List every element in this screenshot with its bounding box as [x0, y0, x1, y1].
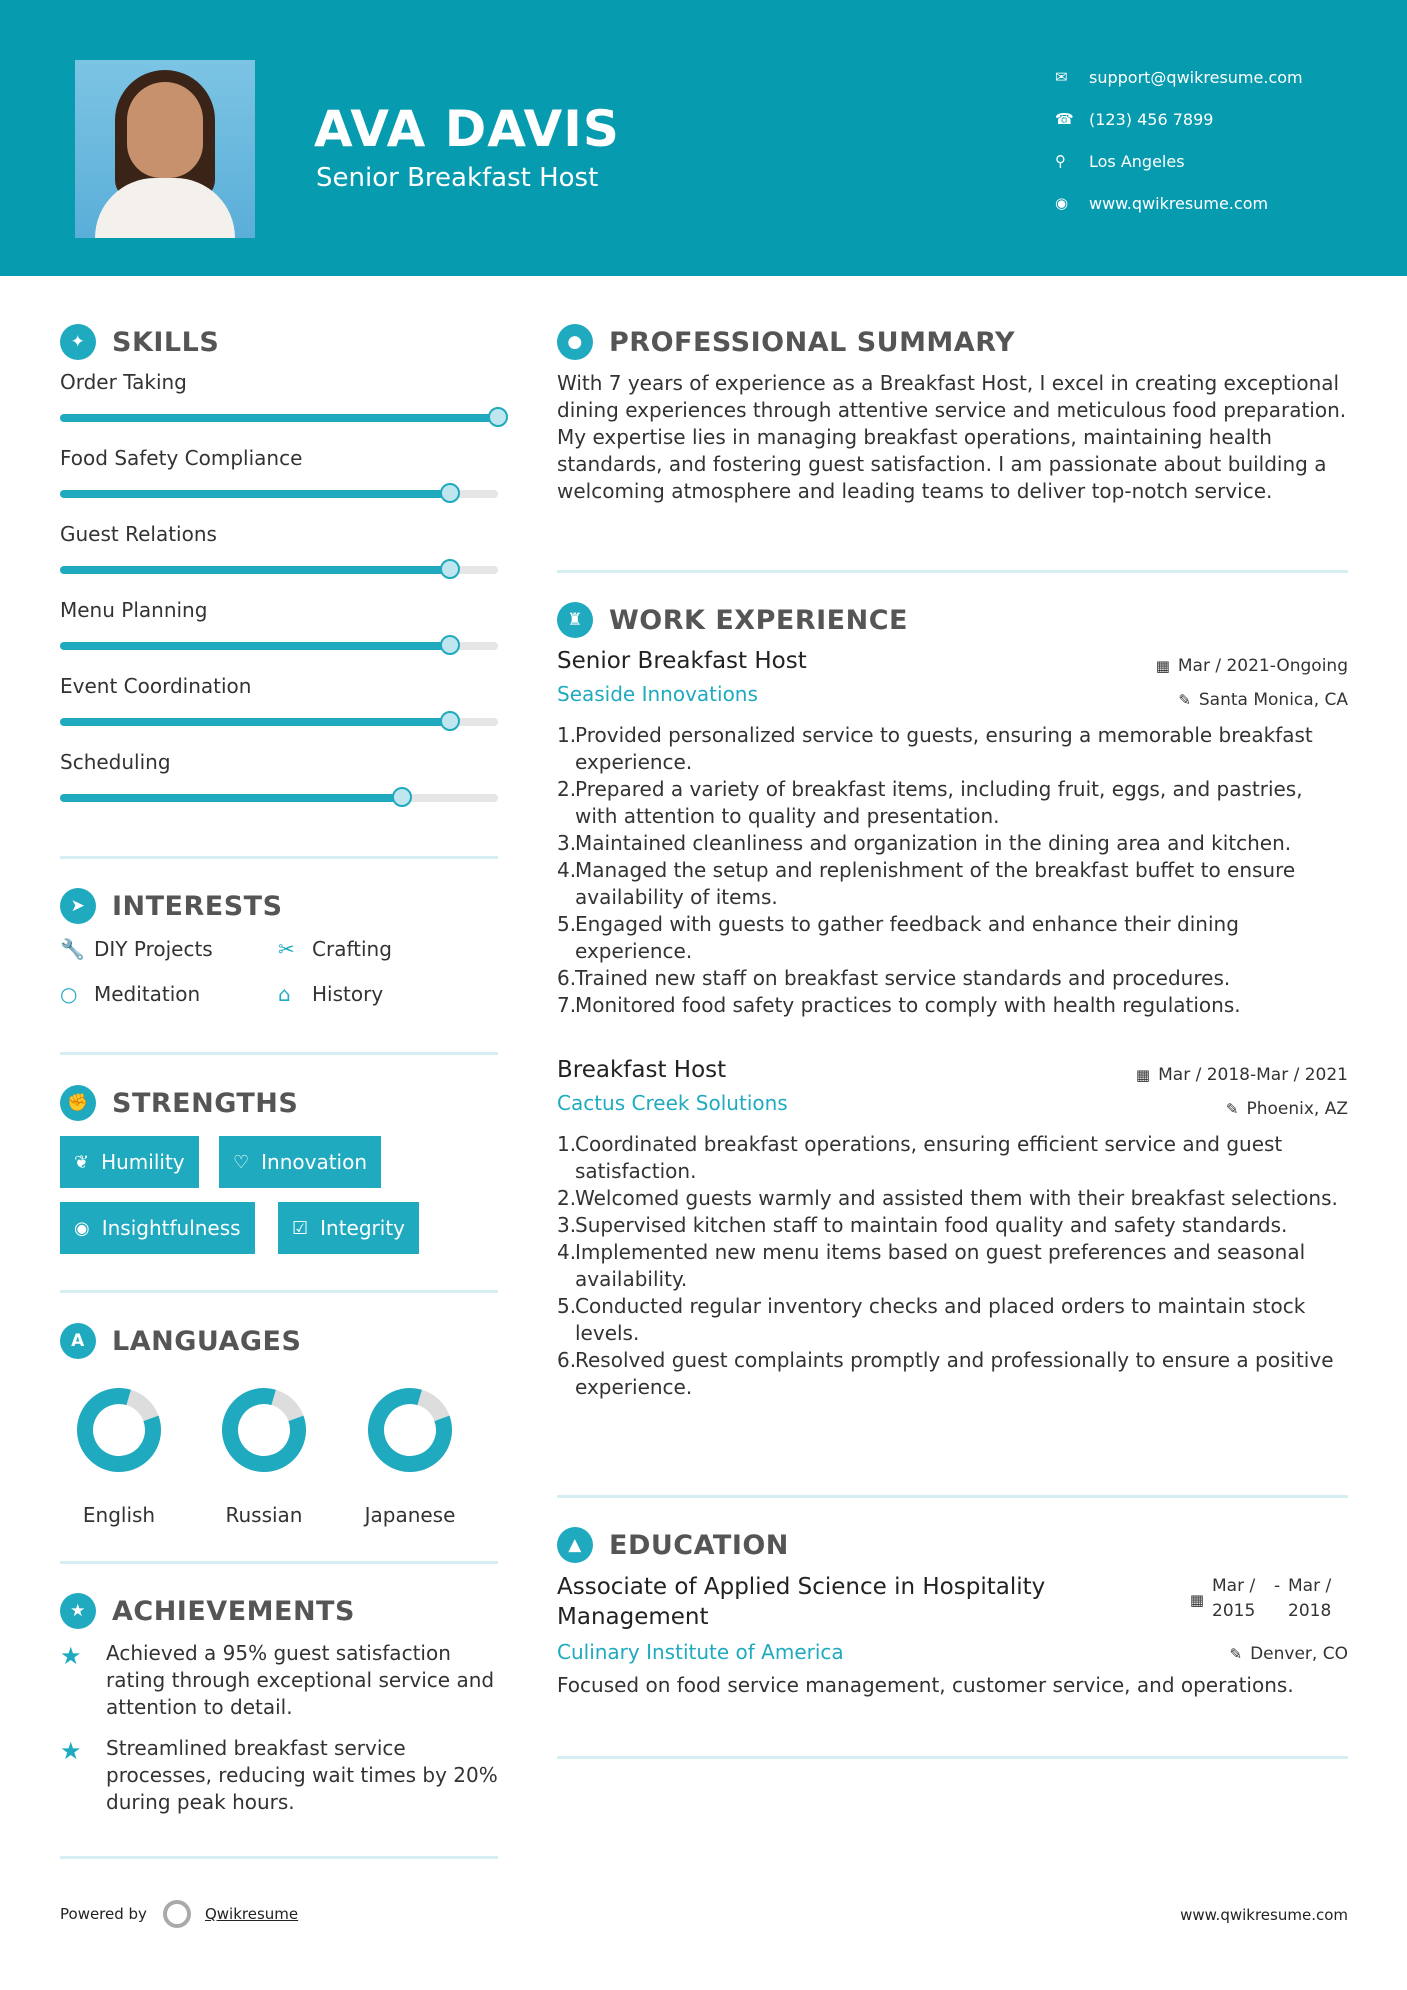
contact-email[interactable]: ✉ support@qwikresume.com — [1055, 67, 1303, 87]
language-item — [214, 1385, 314, 1527]
lightbulb-icon: ♡ — [233, 1151, 250, 1173]
language-item — [360, 1385, 460, 1527]
skill-item — [60, 674, 498, 698]
circle-icon: ○ — [60, 982, 78, 1006]
language-label: Japanese — [364, 1503, 456, 1527]
interest-diy-projects: 🔧 DIY Projects — [60, 937, 213, 961]
job-location: ✎ Santa Monica, CA — [1178, 690, 1348, 710]
skill-item — [60, 370, 498, 394]
degree: Associate of Applied Science in Hospitality Management — [557, 1574, 1046, 1630]
user-icon: ● — [557, 324, 593, 360]
candidate-name: AVA DAVIS — [314, 100, 620, 158]
job-company: Seaside Innovations — [557, 682, 758, 706]
calendar-icon: ▦ — [1189, 1591, 1204, 1609]
strength-tag-insightfulness: ◉ Insightfulness — [60, 1202, 255, 1254]
skill-bar-knob — [392, 787, 412, 807]
job-company: Cactus Creek Solutions — [557, 1091, 788, 1115]
education-entry — [557, 1572, 1348, 1699]
pin-icon: ✎ — [1178, 691, 1191, 709]
language-icon: A — [60, 1323, 96, 1359]
job-bullet: 3. Maintained cleanliness and organization in the dining area and kitchen. — [557, 831, 1292, 855]
job-dates: ▦ Mar / 2018-Mar / 2021 — [1135, 1065, 1348, 1085]
education-description: Focused on food service management, customer service, and operations. — [557, 1673, 1294, 1697]
star-icon: ★ — [60, 1642, 82, 1670]
paper-plane-icon: ➤ — [60, 888, 96, 924]
education-location: ✎ Denver, CO — [1229, 1644, 1348, 1664]
skill-bar — [60, 414, 498, 422]
strength-tag-humility: ❦ Humility — [60, 1136, 199, 1188]
summary-heading: ● PROFESSIONAL SUMMARY — [557, 324, 1015, 360]
achievements-heading: ★ ACHIEVEMENTS — [60, 1593, 355, 1629]
museum-icon: ⌂ — [278, 982, 291, 1006]
language-level-donut — [365, 1385, 455, 1475]
skill-bar — [60, 718, 498, 726]
skill-bar — [60, 490, 498, 498]
lightbulb-icon: ✦ — [60, 324, 96, 360]
job-bullet: 2. Prepared a variety of breakfast items, including fruit, eggs, and pastries, with attention to quality and presentation. — [557, 777, 1303, 828]
pin-icon: ✎ — [1229, 1645, 1243, 1663]
candidate-title: Senior Breakfast Host — [316, 163, 599, 193]
skill-bar-knob — [440, 559, 460, 579]
skill-label: Scheduling — [60, 750, 171, 774]
skill-bar-fill — [60, 490, 450, 498]
divider — [557, 570, 1348, 573]
wrench-icon: 🔧 — [60, 937, 85, 961]
skill-item — [60, 598, 498, 622]
profile-photo — [75, 60, 255, 238]
education-dates: ▦ Mar / 2015 - Mar / 2018 — [1189, 1576, 1332, 1621]
skill-label: Food Safety Compliance — [60, 446, 303, 470]
contact-list — [1055, 56, 1303, 224]
skill-label: Guest Relations — [60, 522, 217, 546]
contact-website[interactable]: ◉ www.qwikresume.com — [1055, 193, 1269, 213]
divider — [60, 1561, 498, 1564]
divider — [60, 1856, 498, 1859]
summary-text: With 7 years of experience as a Breakfast Host, I excel in creating exceptional dining experiences through attentive service and meticulous food preparation. My expertise lies in managing breakfast operations, maintaining health standards, and fostering guest satisfaction. I am passionate about building a welcoming atmosphere and leading teams to deliver top-notch service. — [557, 371, 1347, 503]
skills-heading: ✦ SKILLS — [60, 324, 219, 360]
languages-heading: A LANGUAGES — [60, 1323, 301, 1359]
skill-item — [60, 446, 498, 470]
skill-bar-fill — [60, 718, 450, 726]
skill-bar — [60, 566, 498, 574]
skill-bar-fill — [60, 794, 402, 802]
skill-item — [60, 750, 498, 774]
job-bullet: 1. Provided personalized service to guests, ensuring a memorable breakfast experience. — [557, 723, 1313, 774]
job-bullets — [557, 722, 1348, 1019]
job-entry — [557, 648, 1348, 1019]
skill-item — [60, 522, 498, 546]
school: Culinary Institute of America — [557, 1640, 844, 1664]
divider — [60, 1052, 498, 1055]
job-dates: ▦ Mar / 2021-Ongoing — [1155, 656, 1348, 676]
fist-icon: ✊ — [60, 1085, 96, 1121]
skill-bar-fill — [60, 642, 450, 650]
check-square-icon: ☑ — [292, 1217, 309, 1239]
skill-label: Order Taking — [60, 370, 187, 394]
language-label: Russian — [225, 1503, 303, 1527]
skill-bar-knob — [440, 483, 460, 503]
star-icon: ★ — [60, 1737, 82, 1765]
achievement-item: ★ Streamlined breakfast service processes, reducing wait times by 20% during peak hours. — [60, 1736, 498, 1814]
job-bullet: 4. Managed the setup and replenishment of the breakfast buffet to ensure availability of items. — [557, 858, 1296, 909]
language-level-donut — [219, 1385, 309, 1475]
map-pin-icon: ⚲ — [1055, 152, 1066, 170]
resume-header — [0, 0, 1407, 276]
pin-icon: ✎ — [1225, 1100, 1239, 1118]
graduation-icon: ▲ — [557, 1527, 593, 1563]
skill-bar-knob — [488, 407, 508, 427]
skill-label: Event Coordination — [60, 674, 252, 698]
job-bullet: 6. Trained new staff on breakfast service standards and procedures. — [557, 966, 1231, 990]
interest-crafting: ✂ Crafting — [278, 937, 392, 961]
job-bullet: 5. Conducted regular inventory checks and placed orders to maintain stock levels. — [557, 1294, 1306, 1345]
footer-site-link[interactable]: www.qwikresume.com — [1180, 1906, 1348, 1924]
job-title: Breakfast Host — [557, 1057, 727, 1083]
footer-powered-by: Powered by Qwikresume — [60, 1900, 298, 1928]
phone-icon: ☎ — [1055, 110, 1074, 128]
language-level-donut — [74, 1385, 164, 1475]
skill-label: Menu Planning — [60, 598, 208, 622]
job-bullet: 5. Engaged with guests to gather feedback and enhance their dining experience. — [557, 912, 1239, 963]
skill-bar-fill — [60, 414, 498, 422]
star-badge-icon: ★ — [60, 1593, 96, 1629]
skill-bar — [60, 794, 498, 802]
language-item — [69, 1385, 169, 1527]
chair-icon: ♜ — [557, 602, 593, 638]
job-bullet: 7. Monitored food safety practices to comply with health regulations. — [557, 993, 1241, 1017]
skill-bar-knob — [440, 635, 460, 655]
qwikresume-logo-icon — [163, 1900, 191, 1928]
job-entry — [557, 1057, 1348, 1401]
contact-location: ⚲ Los Angeles — [1055, 151, 1185, 171]
calendar-icon: ▦ — [1135, 1066, 1151, 1084]
strengths-heading: ✊ STRENGTHS — [60, 1085, 298, 1121]
job-bullet: 2. Welcomed guests warmly and assisted them with their breakfast selections. — [557, 1186, 1338, 1210]
achievement-item: ★ Achieved a 95% guest satisfaction rating through exceptional service and attention to detail. — [60, 1641, 495, 1719]
contact-phone[interactable]: ☎ (123) 456 7899 — [1055, 109, 1214, 129]
strength-tag-innovation: ♡ Innovation — [219, 1136, 381, 1188]
language-label: English — [82, 1503, 156, 1527]
envelope-icon: ✉ — [1055, 68, 1068, 86]
skill-bar-knob — [440, 711, 460, 731]
globe-icon: ◉ — [1055, 194, 1069, 212]
job-bullet: 3. Supervised kitchen staff to maintain food quality and safety standards. — [557, 1213, 1288, 1237]
job-bullet: 1. Coordinated breakfast operations, ensuring efficient service and guest satisfaction. — [557, 1132, 1283, 1183]
interest-meditation: ○ Meditation — [60, 982, 201, 1006]
divider — [557, 1495, 1348, 1498]
brand-link[interactable]: Qwikresume — [204, 1905, 299, 1923]
job-location: ✎ Phoenix, AZ — [1225, 1099, 1348, 1119]
job-bullet: 4. Implemented new menu items based on guest preferences and seasonal availability. — [557, 1240, 1306, 1291]
divider — [60, 856, 498, 859]
interests-heading: ➤ INTERESTS — [60, 888, 283, 924]
calendar-icon: ▦ — [1155, 657, 1170, 675]
skill-bar — [60, 642, 498, 650]
eye-icon: ◉ — [74, 1217, 90, 1239]
experience-heading: ♜ WORK EXPERIENCE — [557, 602, 908, 638]
leaf-icon: ❦ — [74, 1151, 90, 1173]
job-bullet: 6. Resolved guest complaints promptly and professionally to ensure a positive experience. — [557, 1348, 1334, 1399]
skill-bar-fill — [60, 566, 450, 574]
divider — [60, 1290, 498, 1293]
interest-history: ⌂ History — [278, 982, 384, 1006]
job-bullets — [557, 1131, 1348, 1401]
divider — [557, 1756, 1348, 1759]
strength-tag-integrity: ☑ Integrity — [278, 1202, 419, 1254]
job-title: Senior Breakfast Host — [557, 648, 807, 674]
education-heading: ▲ EDUCATION — [557, 1527, 789, 1563]
scissors-icon: ✂ — [278, 937, 295, 961]
